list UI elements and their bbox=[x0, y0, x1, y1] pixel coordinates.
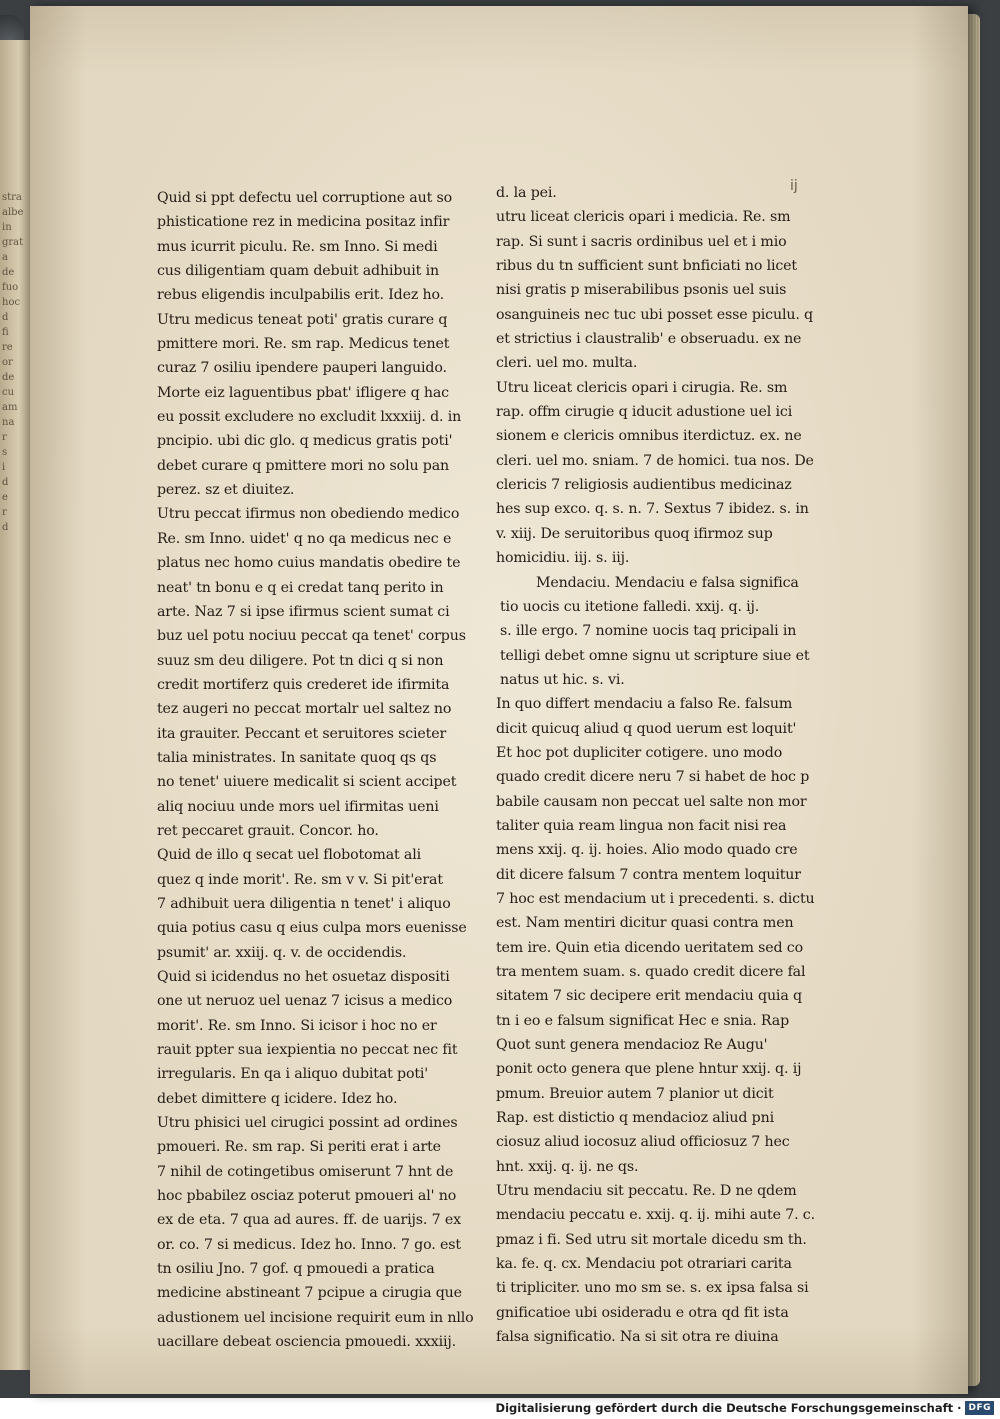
text-line: dit dicere falsum 7 contra mentem loquitur bbox=[496, 866, 801, 883]
text-line: cus diligentiam quam debuit adhibuit in bbox=[157, 263, 439, 280]
page-stack-edge bbox=[966, 14, 980, 1386]
text-line: nisi gratis p miserabilibus psonis uel suis bbox=[496, 282, 787, 299]
text-line: Et hoc pot dupliciter cotigere. uno modo bbox=[496, 744, 783, 761]
digitization-credit bbox=[496, 1399, 994, 1417]
text-line: no tenet' uiuere medicalit si scient accipet bbox=[157, 774, 457, 791]
text-line: suuz sm deu diligere. Pot tn dici q si non bbox=[157, 652, 444, 669]
text-line: dicit quicuq aliud q quod uerum est loquit' bbox=[496, 720, 797, 737]
text-line: adustionem uel incisione requirit eum in nllo bbox=[157, 1309, 474, 1326]
text-line: pmum. Breuior autem 7 planior ut dicit bbox=[496, 1085, 774, 1102]
text-line: tn i eo e falsum significat Hec e snia. Rap bbox=[496, 1012, 790, 1029]
text-line: Utru medicus teneat poti' gratis curare q bbox=[157, 311, 448, 328]
text-line: psumit' ar. xxiij. q. v. de occidendis. bbox=[157, 944, 407, 961]
text-line: perez. sz et diuitez. bbox=[157, 482, 295, 499]
text-line: s. ille ergo. 7 nomine uocis taq pricipali in bbox=[500, 623, 797, 640]
text-line: curaz 7 osiliu ipendere pauperi languido. bbox=[157, 360, 447, 377]
text-line: Mendaciu. Mendaciu e falsa significa bbox=[536, 574, 799, 591]
text-line: In quo differt mendaciu a falso Re. falsum bbox=[496, 696, 793, 713]
text-line: Utru liceat clericis opari i cirugia. Re. sm bbox=[496, 379, 788, 396]
text-line: credit mortiferz quis crederet ide ifirmita bbox=[157, 676, 450, 693]
text-line: Rap. est distictio q mendacioz aliud pni bbox=[496, 1110, 774, 1127]
text-line: natus ut hic. s. vi. bbox=[500, 671, 625, 688]
text-line: mus icurrit piculu. Re. sm Inno. Si medi bbox=[157, 238, 438, 255]
text-line: quado credit dicere neru 7 si habet de hoc p bbox=[496, 769, 810, 786]
text-line: rap. Si sunt i sacris ordinibus uel et i mio bbox=[496, 233, 787, 250]
right-text-column bbox=[496, 181, 815, 1350]
text-line: eu possit excludere no excludit lxxxiij. d. in bbox=[157, 409, 462, 426]
text-line: medicine abstineant 7 pcipue a cirugia que bbox=[157, 1285, 462, 1302]
left-text-column bbox=[157, 186, 477, 1355]
text-line: Quot sunt genera mendacioz Re Augu' bbox=[496, 1037, 768, 1054]
text-line: buz uel potu nociuu peccat qa tenet' corpus bbox=[157, 628, 466, 645]
text-line: hes sup exco. q. s. n. 7. Sextus 7 ibidez. s. in bbox=[496, 501, 809, 518]
text-line: or. co. 7 si medicus. Idez ho. Inno. 7 go. est bbox=[157, 1236, 461, 1253]
text-line: cleri. uel mo. sniam. 7 de homici. tua nos. De bbox=[496, 452, 814, 469]
text-line: telligi debet omne signu ut scripture siue et bbox=[500, 647, 810, 664]
text-line: ti tripliciter. uno mo sm se. s. ex ipsa falsa si bbox=[496, 1280, 809, 1297]
previous-page-edge bbox=[0, 40, 34, 1370]
text-line: ribus du tn sufficient sunt bnficiati no licet bbox=[496, 258, 797, 275]
text-line: arte. Naz 7 si ipse ifirmus scient sumat ci bbox=[157, 603, 450, 620]
credit-text: Digitalisierung gefördert durch die Deutsche Forschungsgemeinschaft · bbox=[495, 1401, 962, 1415]
text-line: morit'. Re. sm Inno. Si icisor i hoc no er bbox=[157, 1017, 437, 1034]
text-line: Quid de illo q secat uel flobotomat ali bbox=[157, 847, 422, 864]
text-line: phisticatione rez in medicina positaz infir bbox=[157, 214, 450, 231]
dfg-logo: DFG bbox=[965, 1401, 994, 1415]
text-line: rap. offm cirugie q iducit adustione uel ici bbox=[496, 404, 793, 421]
scanned-page bbox=[30, 6, 968, 1394]
text-line: aliq nociuu unde mors uel ifirmitas ueni bbox=[157, 798, 439, 815]
text-line: quez q inde morit'. Re. sm v v. Si pit'erat bbox=[157, 871, 443, 888]
text-line: tio uocis cu itetione falledi. xxij. q. ij. bbox=[500, 598, 760, 615]
text-line: ex de eta. 7 qua ad aures. ff. de uarijs. 7 ex bbox=[157, 1212, 461, 1229]
text-line: d. la pei. bbox=[496, 185, 557, 201]
text-line: ita grauiter. Peccant et seruitores scieter bbox=[157, 725, 447, 742]
text-line: neat' tn bonu e q ei credat tanq perito in bbox=[157, 579, 444, 596]
text-line: pmittere mori. Re. sm rap. Medicus tenet bbox=[157, 336, 450, 353]
text-line: cleri. uel mo. multa. bbox=[496, 355, 638, 372]
text-line: pmaz i fi. Sed utru sit mortale dicedu sm th. bbox=[496, 1231, 807, 1248]
text-line: tra mentem suam. s. quado credit dicere fal bbox=[496, 964, 806, 980]
text-line: Quid si ppt defectu uel corruptione aut so bbox=[157, 190, 453, 206]
text-line: tn osiliu Jno. 7 gof. q pmouedi a pratica bbox=[157, 1261, 435, 1278]
text-line: mens xxij. q. ij. hoies. Alio modo quado cre bbox=[496, 842, 798, 859]
text-line: est. Nam mentiri dicitur quasi contra men bbox=[496, 915, 794, 932]
text-line: utru liceat clericis opari i medicia. Re. sm bbox=[496, 209, 791, 226]
text-line: ciosuz aliud iocosuz aliud officiosuz 7 hec bbox=[496, 1134, 790, 1151]
text-line: falsa significatio. Na si sit otra re diuina bbox=[496, 1329, 779, 1346]
text-line: Morte eiz laguentibus pbat' ifligere q hac bbox=[157, 384, 449, 401]
text-line: gnificatioe ubi osideradu e otra qd fit ista bbox=[496, 1304, 789, 1321]
text-line: 7 nihil de cotingetibus omiserunt 7 hnt de bbox=[157, 1163, 454, 1180]
text-line: pmoueri. Re. sm rap. Si periti erat i arte bbox=[157, 1139, 441, 1156]
text-line: et strictius i claustralib' e obseruadu. ex ne bbox=[496, 331, 802, 348]
text-line: one ut neruoz uel uenaz 7 icisus a medico bbox=[157, 993, 453, 1010]
text-line: 7 adhibuit uera diligentia n tenet' i aliquo bbox=[157, 895, 451, 912]
text-line: pncipio. ubi dic glo. q medicus gratis poti' bbox=[157, 433, 453, 450]
text-line: babile causam non peccat uel salte non mor bbox=[496, 793, 807, 810]
text-line: debet curare q pmittere mori no solu pan bbox=[157, 457, 450, 474]
text-line: mendaciu peccatu e. xxij. q. ij. mihi aute 7. c. bbox=[496, 1207, 815, 1224]
text-line: rebus eligendis inculpabilis erit. Idez ho. bbox=[157, 287, 444, 304]
text-line: osanguineis nec tuc ubi posset esse piculu. q bbox=[496, 306, 813, 323]
text-line: 7 hoc est mendacium ut i precedenti. s. dictu bbox=[496, 890, 815, 907]
text-line: Quid si icidendus no het osuetaz dispositi bbox=[157, 969, 450, 985]
text-line: Utru peccat ifirmus non obediendo medico bbox=[157, 506, 460, 523]
text-line: Re. sm Inno. uidet' q no qa medicus nec e bbox=[157, 530, 452, 547]
previous-page-text: stra albe in grat a de fuo hoc d fi re or de cu am na r s i d e r d bbox=[2, 192, 24, 533]
text-line: Utru phisici uel cirugici possint ad ordines bbox=[157, 1115, 458, 1132]
text-line: ret peccaret grauit. Concor. ho. bbox=[157, 822, 379, 839]
text-line: platus nec homo cuius mandatis obedire te bbox=[157, 555, 461, 572]
text-line: ponit octo genera que plene hntur xxij. q. ij bbox=[496, 1061, 802, 1078]
text-line: ka. fe. q. cx. Mendaciu pot otrariari carita bbox=[496, 1256, 792, 1273]
text-line: sionem e clericis omnibus iterdictuz. ex. ne bbox=[496, 428, 802, 445]
text-line: talia ministrates. In sanitate quoq qs qs bbox=[157, 749, 437, 766]
text-line: v. xiij. De seruitoribus quoq ifirmoz sup bbox=[496, 525, 773, 542]
text-line: hnt. xxij. q. ij. ne qs. bbox=[496, 1158, 639, 1175]
text-line: hoc pbabilez osciaz poterut pmoueri al' no bbox=[157, 1188, 457, 1205]
text-line: homicidiu. iij. s. iij. bbox=[496, 550, 630, 567]
text-line: Utru mendaciu sit peccatu. Re. D ne qdem bbox=[496, 1183, 797, 1200]
page-mark: ij bbox=[790, 178, 798, 194]
text-line: irregularis. En qa i aliquo dubitat poti' bbox=[157, 1066, 429, 1083]
text-line: tem ire. Quin etia dicendo ueritatem sed co bbox=[496, 939, 803, 956]
text-line: rauit ppter sua iexpientia no peccat nec fit bbox=[157, 1042, 458, 1059]
text-line: sitatem 7 sic decipere erit mendaciu quia q bbox=[496, 988, 802, 1005]
text-line: debet dimittere q icidere. Idez ho. bbox=[157, 1090, 398, 1107]
text-line: taliter quia ream lingua non facit nisi rea bbox=[496, 817, 787, 834]
text-line: tez augeri no peccat mortalr uel saltez no bbox=[157, 701, 452, 718]
text-line: uacillare debeat osciencia pmouedi. xxxiij. bbox=[157, 1334, 457, 1351]
text-line: quia potius casu q eius culpa mors euenisse bbox=[157, 920, 467, 937]
text-line: clericis 7 religiosis audientibus medicinaz bbox=[496, 477, 792, 494]
